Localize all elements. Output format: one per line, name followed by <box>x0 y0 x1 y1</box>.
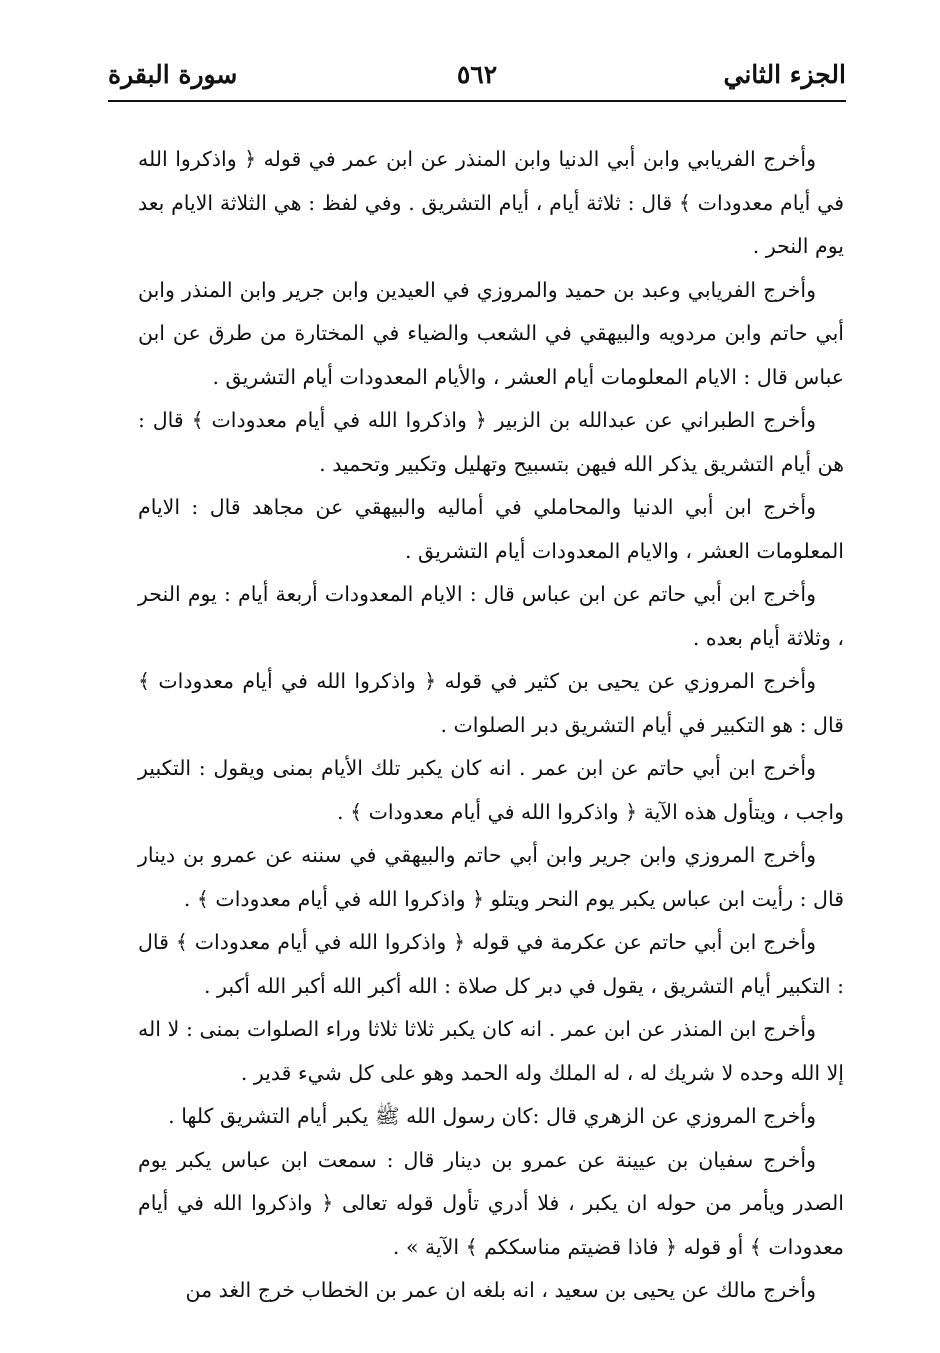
paragraph: وأخرج المروزي عن الزهري قال :كان رسول الله ﷺ يكبر أيام التشريق كلها . <box>168 1104 816 1128</box>
paragraph: وأخرج ابن أبي الدنيا والمحاملي في أماليه والبيهقي عن مجاهد قال : الايام المعلومات العشر ، والايام المعدودات أيام التشريق . <box>138 495 844 563</box>
paragraph: وأخرج ابن المنذر عن ابن عمر . انه كان يكبر ثلاثا ثلاثا وراء الصلوات بمنى : لا اله إلا الله وحده لا شريك له ، له الملك وله الحمد وهو على كل شيء قدير . <box>138 1017 844 1085</box>
paragraph: وأخرج المروزي عن يحيى بن كثير في قوله ﴿ واذكروا الله في أيام معدودات ﴾ قال : هو التكبير في أيام التشريق دبر الصلوات . <box>138 669 844 737</box>
header-divider <box>108 100 846 102</box>
paragraph: وأخرج الفريابي وعبد بن حميد والمروزي في العيدين وابن جرير وابن المنذر وابن أبي حاتم وابن مردويه والبيهقي في الشعب والضياء في المختارة من طرق عن ابن عباس قال : الايام المعلومات أيام العشر ، والأيام المعدودات أيام التشريق . <box>138 277 844 389</box>
paragraph-last: وأخرج مالك عن يحيى بن سعيد ، انه بلغه ان عمر بن الخطاب خرج الغد من <box>185 1278 816 1302</box>
paragraph: وأخرج ابن أبي حاتم عن ابن عمر . انه كان يكبر تلك الأيام بمنى ويقول : التكبير واجب ، ويتأول هذه الآية ﴿ واذكروا الله في أيام معدودات ﴾ . <box>138 756 844 824</box>
page-header <box>108 50 846 100</box>
surah-label: سورة البقرة <box>108 60 238 89</box>
page-number: ٥٦٢ <box>456 60 498 89</box>
part-label: الجزء الثاني <box>723 60 846 89</box>
paragraph: وأخرج ابن أبي حاتم عن ابن عباس قال : الايام المعدودات أربعة أيام : يوم النحر ، وثلاثة أيام بعده . <box>138 582 844 650</box>
paragraph: وأخرج المروزي وابن جرير وابن أبي حاتم والبيهقي في سننه عن عمرو بن دينار قال : رأيت ابن عباس يكبر يوم النحر ويتلو ﴿ واذكروا الله في أيام معدودات ﴾ . <box>138 843 844 911</box>
paragraph: وأخرج ابن أبي حاتم عن عكرمة في قوله ﴿ واذكروا الله في أيام معدودات ﴾ قال : التكبير أيام التشريق ، يقول في دبر كل صلاة : الله أكبر الله أكبر الله أكبر . <box>138 930 844 998</box>
paragraph: وأخرج سفيان بن عيينة عن عمرو بن دينار قال : سمعت ابن عباس يكبر يوم الصدر ويأمر من حوله ان يكبر ، فلا أدري تأول قوله تعالى ﴿ واذكروا الله في أيام معدودات ﴾ أو قوله ﴿ فاذا قضيتم مناسككم ﴾ الآية » . <box>138 1147 844 1259</box>
paragraph: وأخرج الطبراني عن عبدالله بن الزبير ﴿ واذكروا الله في أيام معدودات ﴾ قال : هن أيام التشريق يذكر الله فيهن بتسبيح وتهليل وتكبير وتحميد . <box>138 408 844 476</box>
paragraph: وأخرج الفريابي وابن أبي الدنيا وابن المنذر عن ابن عمر في قوله ﴿ واذكروا الله في أيام معدودات ﴾ قال : ثلاثة أيام ، أيام التشريق . وفي لفظ : هي الثلاثة الايام بعد يوم النحر . <box>138 147 844 258</box>
page-body <box>138 138 844 1313</box>
